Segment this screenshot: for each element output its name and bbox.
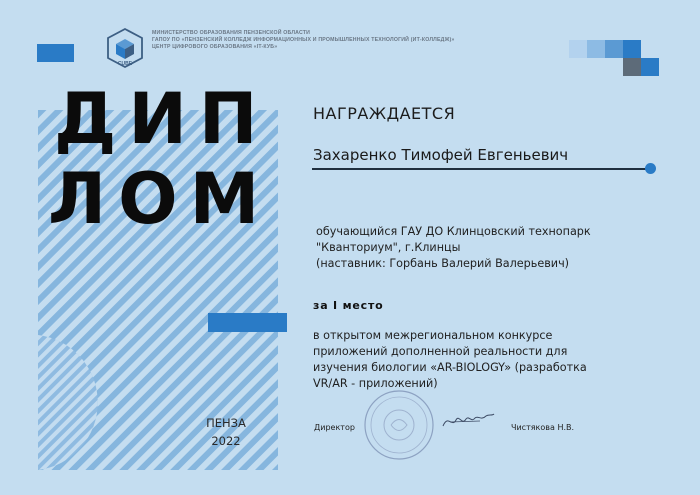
recipient-name: Захаренко Тимофей Евгеньевич [313,146,569,164]
recipient-description [316,224,646,272]
recipient-underline [312,168,648,170]
contest-line: VR/AR - приложений) [313,377,438,390]
year-label: 2022 [211,434,241,448]
header-ministry: МИНИСТЕРСТВО ОБРАЗОВАНИЯ ПЕНЗЕНСКОЙ ОБЛАСТИ [152,30,311,36]
director-name: Чистякова Н.В. [511,423,575,432]
title-line-1: ДИП [54,78,270,160]
deco-square [623,40,641,58]
logo-text: CUBE [117,61,133,67]
contest-line: изучения биологии «AR-BIOLOGY» (разработка [313,361,587,374]
underline-dot [645,163,656,174]
description-line: (наставник: Горбань Валерий Валерьевич) [316,257,570,270]
accent-bar-middle [208,313,287,332]
title-line-2: ЛОМ [48,158,272,240]
city-label: ПЕНЗА [206,416,246,430]
deco-square [641,58,659,76]
it-cube-logo [104,27,146,71]
deco-square [569,40,587,58]
description-line: обучающийся ГАУ ДО Клинцовский технопарк [316,225,591,238]
award-heading: НАГРАЖДАЕТСЯ [313,104,456,123]
accent-bar-top-left [37,44,74,62]
half-circle-decoration [38,335,110,470]
contest-line: приложений дополненной реальности для [313,345,568,358]
director-signature [440,408,495,432]
official-stamp [362,388,436,462]
deco-square [587,40,605,58]
header-center: ЦЕНТР ЦИФРОВОГО ОБРАЗОВАНИЯ «IT-КУБ» [152,44,278,50]
contest-description [313,328,653,392]
director-label: Директор [314,423,355,432]
deco-square-dark [623,58,641,76]
header-college: ГАПОУ ПО «ПЕНЗЕНСКИЙ КОЛЛЕДЖ ИНФОРМАЦИОННЫХ И ПРОМЫШЛЕННЫХ ТЕХНОЛОГИЙ (ИТ-КОЛЛЕДЖ)» [152,37,455,43]
contest-line: в открытом межрегиональном конкурсе [313,329,553,342]
description-line: "Кванториум", г.Клинцы [316,241,461,254]
city-year [196,414,256,450]
place-text: за I место [313,299,384,312]
deco-square [605,40,623,58]
